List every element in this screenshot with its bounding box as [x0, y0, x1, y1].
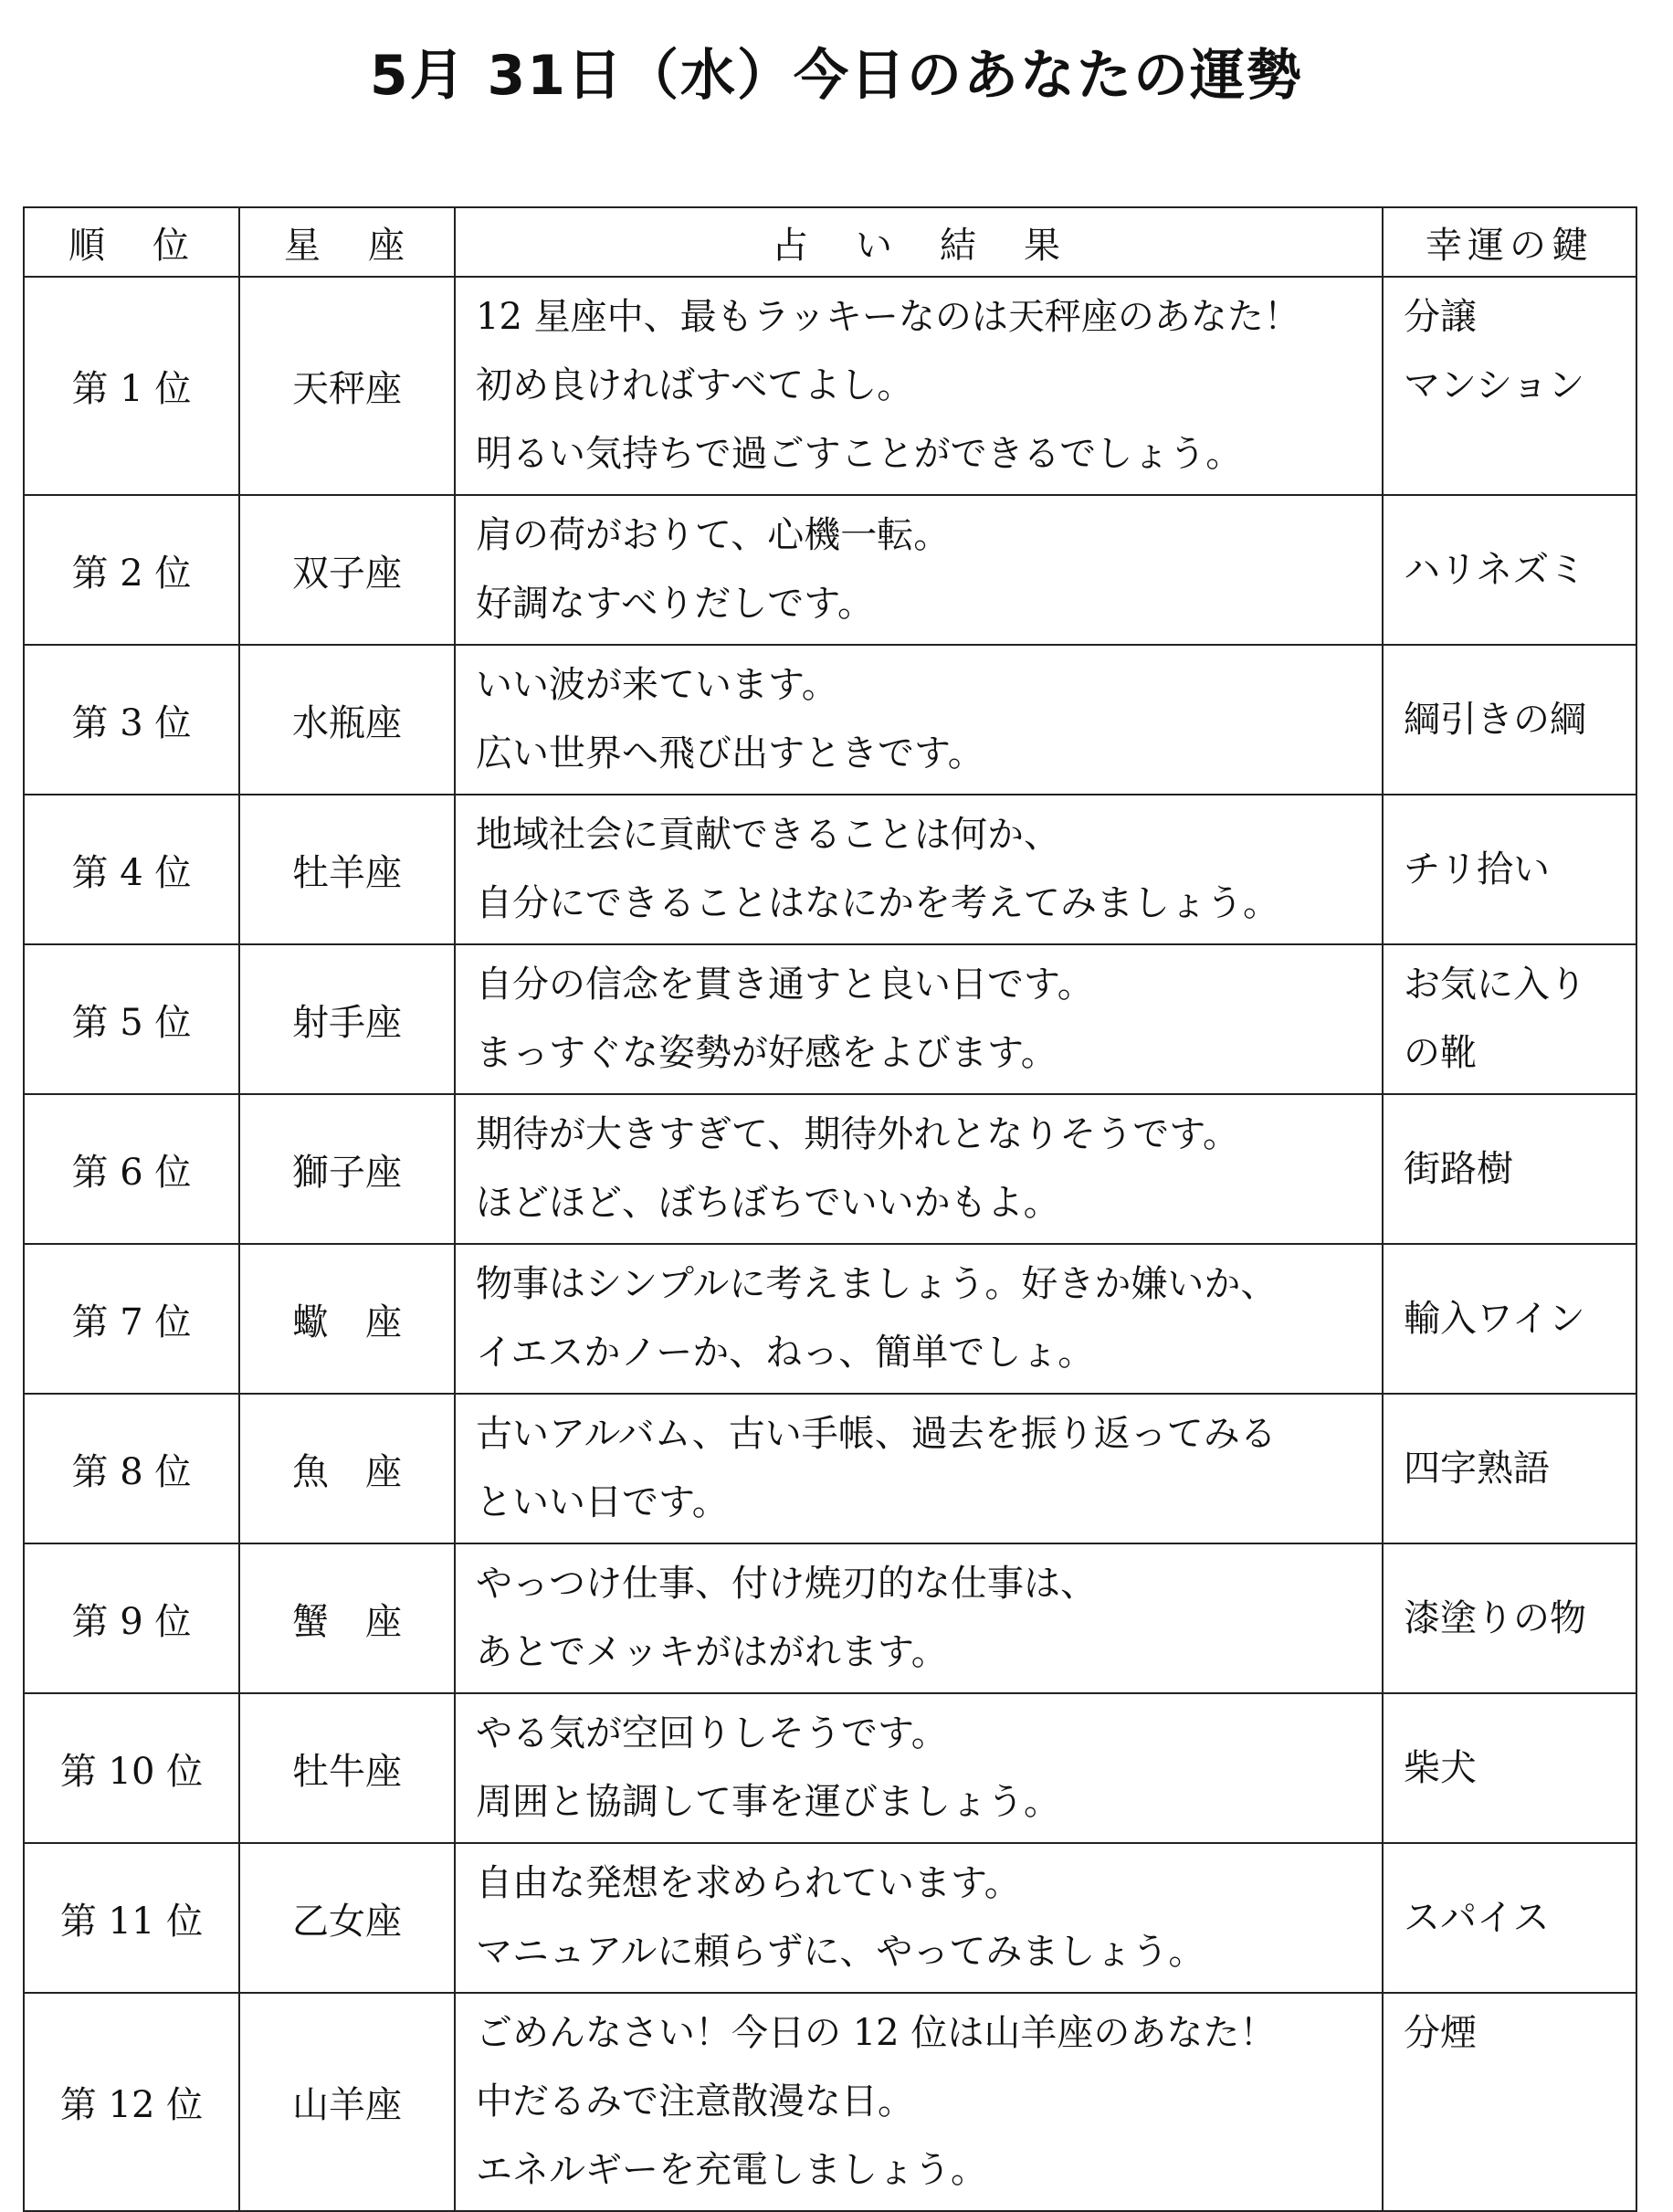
- lucky-key-cell: [1383, 944, 1636, 1094]
- table-row: [24, 277, 1636, 495]
- fortune-result-line: 自由な発想を求められています。: [476, 1862, 1021, 1904]
- fortune-result-cell: [455, 944, 1383, 1094]
- lucky-key-cell: [1383, 1843, 1636, 1993]
- lucky-key-line: ハリネズミ: [1404, 548, 1586, 591]
- table-row: [24, 495, 1636, 645]
- lucky-key-line: 柴犬: [1404, 1746, 1477, 1789]
- fortune-result-line: まっすぐな姿勢が好感をよびます。: [476, 1032, 1057, 1074]
- fortune-result-cell: [455, 645, 1383, 795]
- header-lucky-key: 幸運の鍵: [1383, 207, 1636, 277]
- table-row: [24, 1394, 1636, 1543]
- lucky-key-cell: [1383, 1543, 1636, 1693]
- fortune-result-line: 周囲と協調して事を運びましょう。: [476, 1781, 1060, 1823]
- lucky-key-line: 四字熟語: [1404, 1447, 1550, 1490]
- fortune-result-cell: [455, 277, 1383, 495]
- rank-cell: 第 12 位: [24, 1993, 239, 2211]
- table-header-row: [24, 207, 1636, 277]
- fortune-result-line: マニュアルに頼らずに、やってみましょう。: [476, 1931, 1205, 1973]
- fortune-result-cell: [455, 1693, 1383, 1843]
- table-body: [24, 277, 1636, 2211]
- table-row: [24, 1993, 1636, 2211]
- fortune-result-line: 広い世界へ飛び出すときです。: [476, 732, 984, 774]
- lucky-key-cell: [1383, 277, 1636, 495]
- fortune-result-line: といい日です。: [476, 1481, 729, 1523]
- fortune-result-line: 地域社会に貢献できることは何か、: [476, 814, 1060, 856]
- fortune-result-cell: [455, 1244, 1383, 1394]
- table-row: [24, 1693, 1636, 1843]
- fortune-result-line: やっつけ仕事、付け焼刃的な仕事は、: [476, 1563, 1097, 1605]
- header-rank: 順 位: [24, 207, 239, 277]
- lucky-key-cell: [1383, 1244, 1636, 1394]
- lucky-key-line: スパイス: [1404, 1896, 1550, 1939]
- fortune-result-line: あとでメッキがはがれます。: [476, 1631, 948, 1673]
- lucky-key-line: 輸入ワイン: [1404, 1297, 1585, 1340]
- rank-cell: 第 3 位: [24, 645, 239, 795]
- table-row: [24, 795, 1636, 944]
- rank-cell: 第 1 位: [24, 277, 239, 495]
- fortune-result-cell: [455, 1394, 1383, 1543]
- zodiac-sign-cell: 牡牛座: [239, 1693, 455, 1843]
- fortune-result-line: ほどほど、ぼちぼちでいいかもよ。: [476, 1182, 1060, 1224]
- fortune-result-line: イエスかノーか、ねっ、簡単でしょ。: [476, 1332, 1095, 1374]
- zodiac-sign-cell: 乙女座: [239, 1843, 455, 1993]
- zodiac-sign-cell: 射手座: [239, 944, 455, 1094]
- zodiac-sign-cell: 蟹 座: [239, 1543, 455, 1693]
- rank-cell: 第 8 位: [24, 1394, 239, 1543]
- rank-cell: 第 9 位: [24, 1543, 239, 1693]
- fortune-result-line: 初め良ければすべてよし。: [476, 364, 914, 406]
- lucky-key-line: 綱引きの綱: [1404, 698, 1586, 741]
- zodiac-sign-cell: 天秤座: [239, 277, 455, 495]
- lucky-key-line: 分譲: [1404, 296, 1477, 338]
- fortune-result-line: いい波が来ています。: [476, 664, 838, 706]
- lucky-key-cell: [1383, 1394, 1636, 1543]
- lucky-key-cell: [1383, 795, 1636, 944]
- lucky-key-cell: [1383, 1094, 1636, 1244]
- lucky-key-line: の靴: [1404, 1032, 1477, 1074]
- page-title: 5月 31日（水）今日のあなたの運勢: [369, 44, 1304, 108]
- fortune-result-line: 古いアルバム、古い手帳、過去を振り返ってみる: [476, 1413, 1277, 1455]
- table-row: [24, 1094, 1636, 1244]
- fortune-result-cell: [455, 1543, 1383, 1693]
- fortune-result-line: 自分にできることはなにかを考えてみましょう。: [476, 882, 1279, 924]
- zodiac-sign-cell: 魚 座: [239, 1394, 455, 1543]
- lucky-key-line: 漆塗りの物: [1404, 1596, 1586, 1639]
- lucky-key-line: マンション: [1404, 364, 1585, 406]
- zodiac-sign-cell: 双子座: [239, 495, 455, 645]
- rank-cell: 第 10 位: [24, 1693, 239, 1843]
- zodiac-sign-cell: 獅子座: [239, 1094, 455, 1244]
- lucky-key-cell: [1383, 495, 1636, 645]
- fortune-result-cell: [455, 1993, 1383, 2211]
- table-row: [24, 645, 1636, 795]
- fortune-result-line: 自分の信念を貫き通すと良い日です。: [476, 964, 1094, 1006]
- fortune-result-line: 12 星座中、最もラッキーなのは天秤座のあなた！: [476, 296, 1300, 338]
- fortune-result-line: 好調なすべりだしです。: [476, 583, 874, 625]
- fortune-result-line: 期待が大きすぎて、期待外れとなりそうです。: [476, 1113, 1239, 1155]
- fortune-result-line: 肩の荷がおりて、心機一転。: [476, 514, 951, 556]
- table-row: [24, 1244, 1636, 1394]
- table-row: [24, 1843, 1636, 1993]
- zodiac-sign-cell: 水瓶座: [239, 645, 455, 795]
- lucky-key-line: チリ拾い: [1404, 848, 1550, 890]
- rank-cell: 第 2 位: [24, 495, 239, 645]
- fortune-result-line: ごめんなさい！今日の 12 位は山羊座のあなた！: [476, 2012, 1277, 2054]
- fortune-result-line: 物事はシンプルに考えましょう。好きか嫌いか、: [476, 1263, 1278, 1305]
- fortune-result-line: 明るい気持ちで過ごすことができるでしょう。: [476, 433, 1243, 475]
- lucky-key-line: 街路樹: [1404, 1147, 1513, 1190]
- header-result: 占 い 結 果: [455, 207, 1383, 277]
- zodiac-sign-cell: 蠍 座: [239, 1244, 455, 1394]
- zodiac-sign-cell: 牡羊座: [239, 795, 455, 944]
- lucky-key-cell: [1383, 1993, 1636, 2211]
- rank-cell: 第 4 位: [24, 795, 239, 944]
- fortune-result-cell: [455, 1843, 1383, 1993]
- fortune-result-line: 中だるみで注意散漫な日。: [476, 2080, 914, 2122]
- lucky-key-line: お気に入り: [1404, 964, 1586, 1006]
- lucky-key-cell: [1383, 1693, 1636, 1843]
- fortune-result-line: やる気が空回りしそうです。: [476, 1712, 948, 1754]
- rank-cell: 第 6 位: [24, 1094, 239, 1244]
- fortune-result-cell: [455, 795, 1383, 944]
- lucky-key-cell: [1383, 645, 1636, 795]
- table-row: [24, 1543, 1636, 1693]
- fortune-table: [23, 206, 1637, 2212]
- rank-cell: 第 7 位: [24, 1244, 239, 1394]
- header-sign: 星 座: [239, 207, 455, 277]
- lucky-key-line: 分煙: [1404, 2012, 1477, 2054]
- zodiac-sign-cell: 山羊座: [239, 1993, 455, 2211]
- fortune-result-cell: [455, 1094, 1383, 1244]
- fortune-result-line: エネルギーを充電しましょう。: [476, 2149, 987, 2191]
- rank-cell: 第 11 位: [24, 1843, 239, 1993]
- fortune-result-cell: [455, 495, 1383, 645]
- rank-cell: 第 5 位: [24, 944, 239, 1094]
- table-row: [24, 944, 1636, 1094]
